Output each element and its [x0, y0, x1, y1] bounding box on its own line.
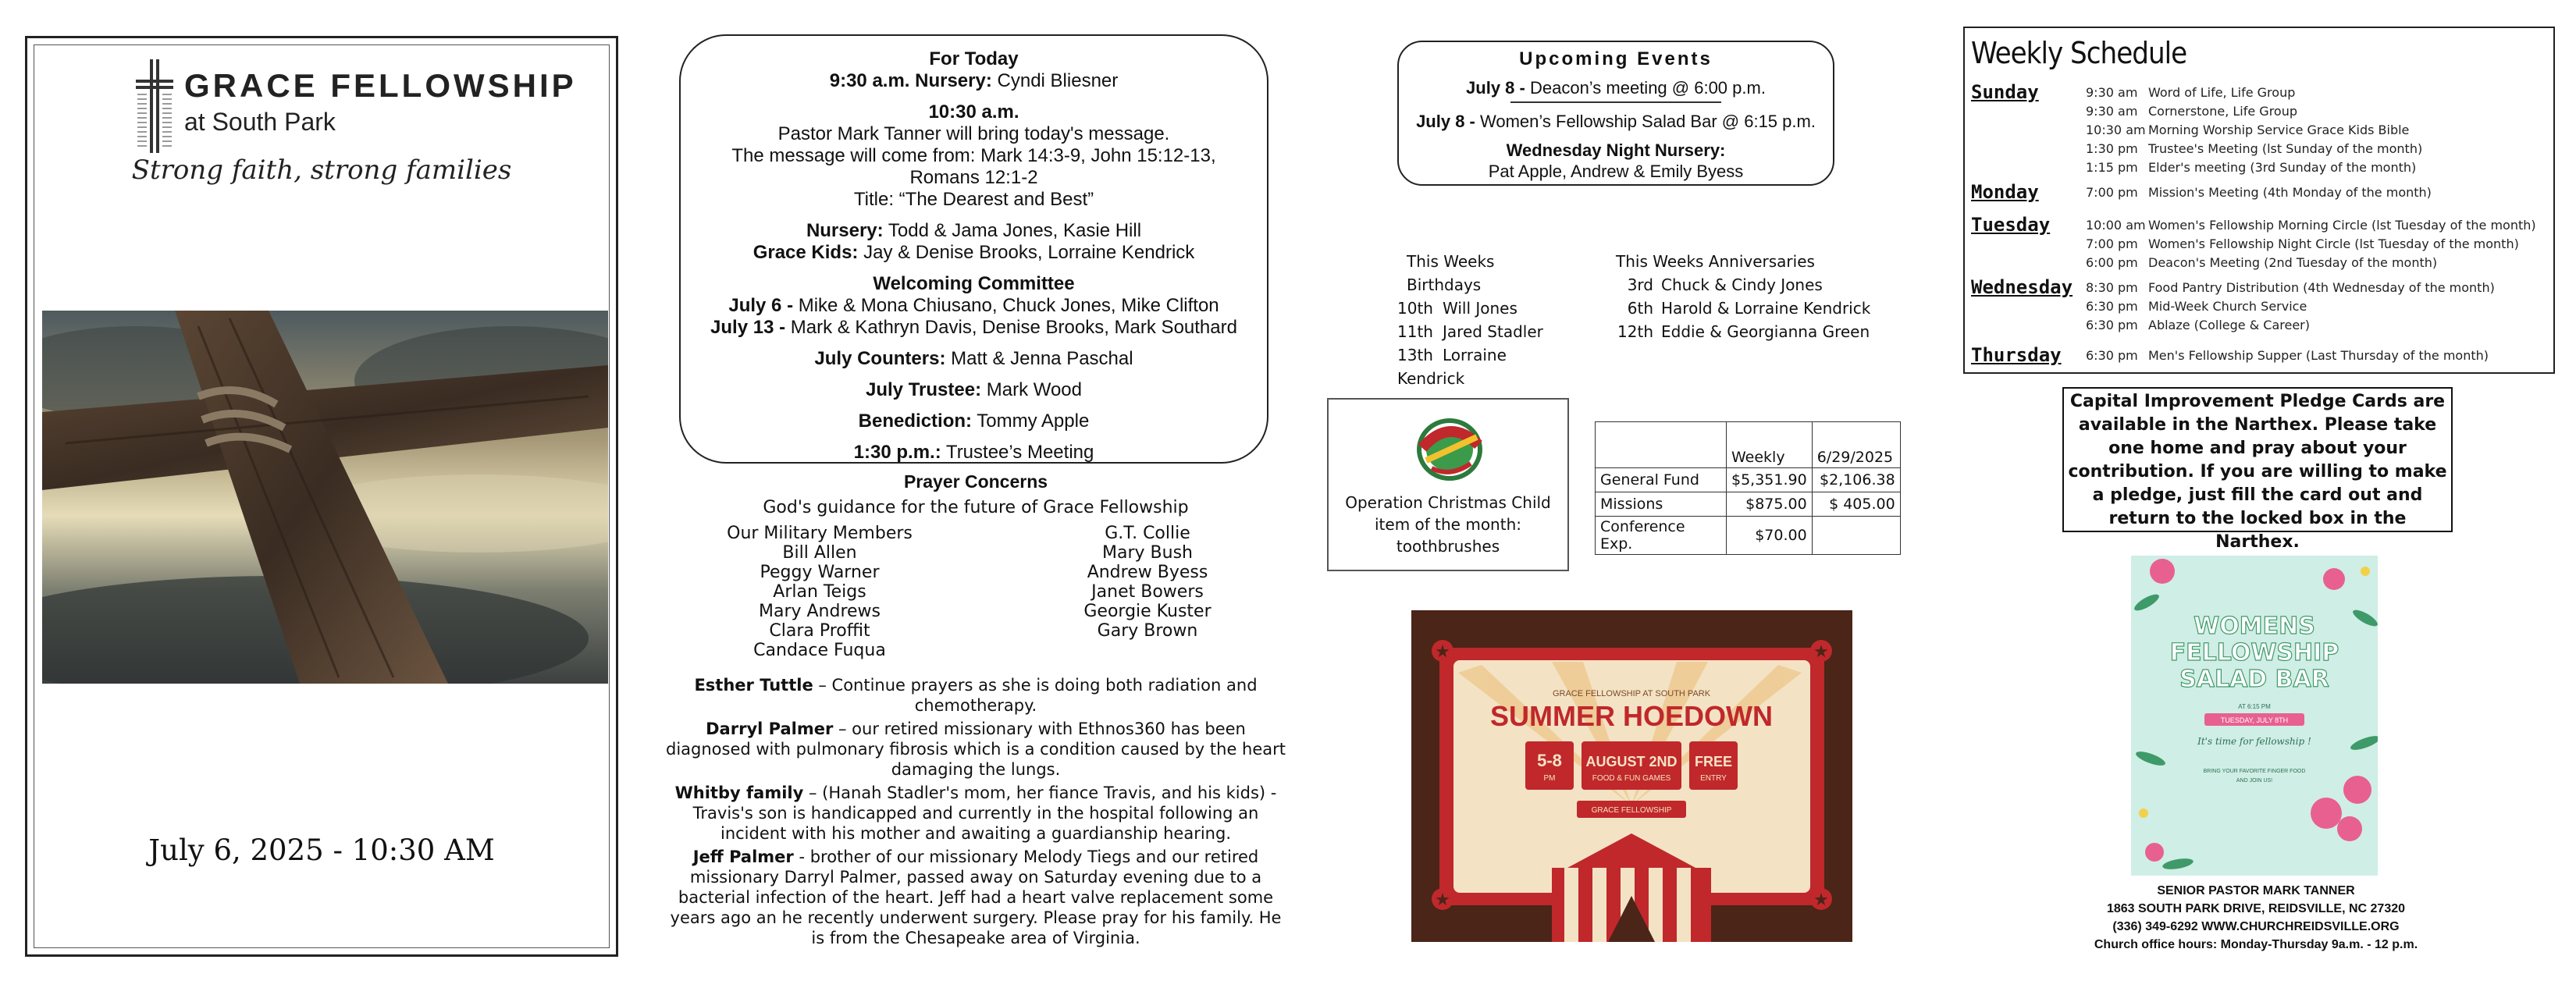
anniversary-row	[1616, 297, 1873, 320]
nursery-930-value: Cyndi Bliesner	[997, 70, 1119, 91]
schedule-day-sunday: Sunday	[1971, 81, 2039, 103]
finance-header-row	[1596, 422, 1901, 468]
anniversary-row	[1616, 320, 1873, 343]
operation-christmas-child-box	[1327, 398, 1569, 571]
schedule-line	[2086, 236, 2519, 251]
womens-bring-2: AND JOIN US!	[2236, 778, 2273, 784]
schedule-event: Food Pantry Distribution (4th Wednesday of the month)	[2148, 280, 2495, 295]
birthday-row	[1397, 297, 1569, 320]
hoedown-title	[1490, 700, 1773, 732]
office-hours: Church office hours: Monday-Thursday 9a.m. - 12 p.m.	[2094, 938, 2418, 951]
prayer-item	[664, 675, 1288, 716]
prayer-name: Bill Allen	[782, 543, 857, 563]
welcome-1-value: Mike & Mona Chiusano, Chuck Jones, Mike Clifton	[798, 295, 1219, 316]
prayer-name: Candace Fuqua	[753, 641, 886, 660]
cross-photo-art	[42, 311, 608, 684]
schedule-time: 6:30 pm	[2086, 299, 2138, 314]
nursery-value: Todd & Jama Jones, Kasie Hill	[888, 220, 1142, 241]
finance-header-blank	[1596, 422, 1727, 468]
grace-kids-label: Grace Kids:	[753, 242, 859, 263]
schedule-line	[2086, 348, 2489, 363]
pm-meeting-label: 1:30 p.m.:	[853, 442, 941, 463]
finance-ytd: $2,106.38	[1812, 468, 1900, 492]
schedule-event: Mid-Week Church Service	[2148, 299, 2307, 314]
schedule-day-thursday: Thursday	[1971, 344, 2062, 366]
finance-ytd	[1812, 517, 1900, 555]
for-today-title: For Today	[929, 48, 1019, 69]
hoedown-title-2: HOEDOWN	[1623, 700, 1774, 732]
finance-ytd: $ 405.00	[1812, 492, 1900, 517]
nursery-930-label: 9:30 a.m. Nursery:	[829, 70, 992, 91]
nursery-930-line	[681, 70, 1267, 92]
welcome-2-value: Mark & Kathryn Davis, Denise Brooks, Mark Southard	[790, 317, 1237, 338]
schedule-event: Deacon's Meeting (2nd Tuesday of the month)	[2148, 255, 2438, 270]
birthday-day: 13th	[1397, 346, 1433, 364]
welcome-line-2	[681, 317, 1267, 339]
finance-label: Missions	[1596, 492, 1727, 517]
nursery-label: Nursery:	[806, 220, 884, 241]
nursery-line	[681, 220, 1267, 242]
finance-weekly: $70.00	[1727, 517, 1813, 555]
finance-weekly: $875.00	[1727, 492, 1813, 517]
counters-line	[681, 348, 1267, 370]
schedule-time: 10:30 am	[2086, 123, 2146, 137]
prayer-left-column	[664, 524, 976, 660]
womens-flyer-art	[2131, 556, 2378, 876]
prayer-name: Andrew Byess	[1087, 563, 1208, 582]
schedule-line	[2086, 123, 2409, 137]
womens-line-2: FELLOWSHIP	[2169, 639, 2339, 666]
womens-line-1: WOMENS	[2194, 613, 2315, 640]
womens-script: It's time for fellowship !	[2197, 736, 2311, 747]
prayer-title: Prayer Concerns	[903, 471, 1048, 492]
occ-line-3: toothbrushes	[1396, 537, 1500, 556]
schedule-time: 1:30 pm	[2086, 141, 2138, 156]
schedule-time: 6:30 pm	[2086, 318, 2138, 332]
schedule-day-wednesday: Wednesday	[1971, 276, 2073, 298]
schedule-time: 9:30 am	[2086, 104, 2138, 119]
svg-text:★: ★	[1813, 642, 1829, 662]
schedule-line	[2086, 280, 2495, 295]
logo-title: GRACE FELLOWSHIP	[184, 67, 577, 104]
schedule-line	[2086, 85, 2295, 100]
schedule-event: Elder's meeting (3rd Sunday of the month)	[2148, 160, 2417, 175]
welcome-1-label: July 6 -	[728, 295, 794, 316]
svg-text:★: ★	[1435, 642, 1450, 662]
schedule-event: Trustee's Meeting (lst Sunday of the month)	[2148, 141, 2423, 156]
birthday-day: 11th	[1397, 322, 1433, 341]
prayer-item-text: - brother of our missionary Melody Tiegs and our retired missionary Darryl Palmer, passed away on Saturday evening due to a bacterial infection of the heart. Jeff had a heart valve replacement some years ago an he recently underwent surgery. Please pray for his family. He is from the Chesapeake area of Virginia.	[670, 848, 1282, 947]
event-1-value: Deacon’s meeting @ 6:00 p.m.	[1529, 78, 1766, 98]
divider	[1510, 101, 1721, 103]
prayer-name: Our Military Members	[727, 524, 913, 543]
hoedown-free: FREE	[1694, 754, 1733, 769]
hoedown-title-1: SUMMER	[1489, 700, 1615, 732]
finance-label: Conference Exp.	[1596, 517, 1727, 555]
schedule-time: 6:00 pm	[2086, 255, 2138, 270]
service-time: 10:30 a.m.	[928, 101, 1019, 123]
prayer-name: Gary Brown	[1097, 621, 1198, 641]
anniversaries-list	[1616, 250, 1873, 343]
event-1-label: July 8 -	[1466, 78, 1525, 98]
schedule-event: Women's Fellowship Morning Circle (lst Tuesday of the month)	[2148, 218, 2536, 233]
capital-improvement-notice: Capital Improvement Pledge Cards are available in the Narthex. Please take one home and pray about your contribution. If you are willing to make a pledge, just fill the card out and return to the locked box in the Narthex.	[2062, 387, 2453, 532]
finance-weekly: $5,351.90	[1727, 468, 1813, 492]
pm-meeting-value: Trustee’s Meeting	[945, 442, 1094, 463]
scripture-line-1: The message will come from: Mark 14:3-9, John 15:12-13,	[731, 145, 1216, 166]
grace-kids-value: Jay & Denise Brooks, Lorraine Kendrick	[863, 242, 1195, 263]
events-title: Upcoming Events	[1519, 48, 1713, 69]
sermon-title: Title: “The Dearest and Best”	[853, 189, 1094, 210]
schedule-line	[2086, 141, 2422, 156]
event-2-value: Women’s Fellowship Salad Bar @ 6:15 p.m.	[1480, 112, 1816, 131]
prayer-name-columns	[664, 524, 1288, 672]
hoedown-entry: ENTRY	[1700, 774, 1727, 783]
counters-label: July Counters:	[814, 348, 946, 369]
schedule-event: Mission's Meeting (4th Monday of the month)	[2148, 185, 2432, 200]
schedule-time: 10:00 am	[2086, 218, 2146, 233]
prayer-name: Peggy Warner	[760, 563, 880, 582]
schedule-event: Ablaze (College & Career)	[2148, 318, 2310, 332]
schedule-event: Men's Fellowship Supper (Last Thursday of the month)	[2148, 348, 2489, 363]
event-2	[1399, 111, 1833, 132]
prayer-concerns	[664, 472, 1288, 948]
occ-text	[1329, 492, 1567, 557]
pastor-contact-footer	[1998, 882, 2514, 954]
birthday-name: Lorraine Kendrick	[1397, 346, 1507, 388]
birthdays-title: This Weeks Birthdays	[1407, 252, 1495, 294]
anniversary-name: Eddie & Georgianna Green	[1661, 322, 1870, 341]
schedule-event: Word of Life, Life Group	[2148, 85, 2296, 100]
schedule-time: 1:15 pm	[2086, 160, 2138, 175]
prayer-item	[664, 847, 1288, 948]
womens-fellowship-flyer	[2131, 556, 2378, 876]
schedule-line	[2086, 185, 2432, 200]
pastor-name: SENIOR PASTOR MARK TANNER	[2157, 884, 2355, 897]
prayer-name: Clara Proffit	[769, 621, 870, 641]
birthday-name: Jared Stadler	[1443, 322, 1543, 341]
hoedown-date: AUGUST 2ND	[1585, 754, 1678, 769]
schedule-event: Women's Fellowship Night Circle (lst Tuesday of the month)	[2148, 236, 2519, 251]
wooden-cross-photo	[42, 311, 608, 684]
schedule-event: Morning Worship Service Grace Kids Bible	[2148, 123, 2410, 137]
prayer-item-name: Esther Tuttle	[694, 676, 813, 695]
prayer-item-name: Whitby family	[674, 784, 804, 802]
schedule-line	[2086, 218, 2536, 233]
hoedown-art	[1411, 610, 1852, 942]
prayer-item-text: – our retired missionary with Ethnos360 has been diagnosed with pulmonary fibrosis which is a condition caused by the heart damaging the lungs.	[665, 720, 1286, 779]
prayer-item-text: – Continue prayers as she is doing both radiation and chemotherapy.	[813, 676, 1258, 715]
finance-table	[1595, 421, 1901, 555]
schedule-line	[2086, 318, 2310, 332]
prayer-name: Georgie Kuster	[1083, 602, 1212, 621]
prayer-name: Mary Bush	[1102, 543, 1193, 563]
schedule-time: 7:00 pm	[2086, 185, 2138, 200]
hoedown-banner: GRACE FELLOWSHIP	[1591, 806, 1672, 815]
trustee-line	[681, 379, 1267, 401]
prayer-subtitle: God's guidance for the future of Grace Fellowship	[763, 498, 1189, 517]
finance-label: General Fund	[1596, 468, 1727, 492]
schedule-time: 7:00 pm	[2086, 236, 2138, 251]
womens-date: TUESDAY, JULY 8TH	[2220, 716, 2289, 724]
womens-bring-1: BRING YOUR FAVORITE FINGER FOOD	[2203, 769, 2306, 774]
womens-time: AT 6:15 PM	[2238, 703, 2271, 710]
prayer-item	[664, 783, 1288, 844]
hoedown-activities: FOOD & FUN GAMES	[1592, 774, 1671, 783]
welcome-2-label: July 13 -	[710, 317, 786, 338]
schedule-line	[2086, 160, 2416, 175]
anniversary-row	[1616, 273, 1873, 297]
birthday-day: 10th	[1397, 299, 1433, 318]
birthday-row	[1397, 343, 1569, 390]
hoedown-time: 5-8	[1537, 751, 1562, 770]
cover-inner-frame	[34, 44, 610, 948]
prayer-item-name: Darryl Palmer	[706, 720, 834, 738]
schedule-title: Weekly Schedule	[1971, 36, 2187, 70]
hoedown-top-text: GRACE FELLOWSHIP AT SOUTH PARK	[1552, 689, 1711, 698]
occ-line-2: item of the month:	[1374, 515, 1521, 534]
trustee-label: July Trustee:	[866, 379, 982, 400]
schedule-event: Cornerstone, Life Group	[2148, 104, 2298, 119]
schedule-line	[2086, 299, 2307, 314]
tagline: Strong faith, strong families	[131, 155, 512, 186]
prayer-item	[664, 719, 1288, 780]
summer-hoedown-flyer	[1411, 610, 1852, 942]
birthdays-list	[1397, 250, 1569, 390]
anniversaries-title: This Weeks Anniversaries	[1616, 252, 1815, 271]
event-2-label: July 8 -	[1416, 112, 1475, 131]
schedule-line	[2086, 255, 2437, 270]
prayer-item-text: – (Hanah Stadler's mom, her fiance Travis, and his kids) - Travis's son is handicapped and currently in the hospital following an incident with his mother and awaiting a guardianship hearing.	[692, 784, 1277, 843]
weekly-schedule-box	[1963, 27, 2555, 374]
birthday-row	[1397, 320, 1569, 343]
scripture-line-2: Romans 12:1-2	[909, 167, 1038, 188]
occ-line-1: Operation Christmas Child	[1345, 493, 1551, 512]
welcome-title: Welcoming Committee	[873, 273, 1075, 294]
schedule-time: 9:30 am	[2086, 85, 2138, 100]
anniversary-day: 12th	[1617, 322, 1653, 341]
church-address: 1863 SOUTH PARK DRIVE, REIDSVILLE, NC 27320	[2106, 902, 2406, 915]
schedule-time: 8:30 pm	[2086, 280, 2138, 295]
svg-text:★: ★	[1813, 890, 1829, 910]
trustee-value: Mark Wood	[986, 379, 1082, 400]
prayer-name: Mary Andrews	[758, 602, 881, 621]
prayer-item-name: Jeff Palmer	[692, 848, 794, 866]
schedule-time: 6:30 pm	[2086, 348, 2138, 363]
svg-text:★: ★	[1435, 890, 1450, 910]
table-row	[1596, 492, 1901, 517]
anniversary-day: 3rd	[1627, 275, 1653, 294]
event-1	[1399, 77, 1833, 98]
anniversary-day: 6th	[1627, 299, 1653, 318]
schedule-line	[2086, 104, 2297, 119]
pm-meeting-line	[681, 442, 1267, 464]
schedule-day-monday: Monday	[1971, 181, 2039, 203]
logo-subtitle: at South Park	[184, 108, 336, 136]
wed-nursery-value: Pat Apple, Andrew & Emily Byess	[1488, 162, 1744, 181]
service-date: July 6, 2025 - 10:30 AM	[148, 833, 495, 867]
grace-kids-line	[681, 242, 1267, 264]
anniversary-name: Harold & Lorraine Kendrick	[1661, 299, 1871, 318]
schedule-day-tuesday: Tuesday	[1971, 214, 2051, 236]
finance-col-weekly: Weekly	[1727, 422, 1813, 468]
hoedown-time-unit: PM	[1543, 774, 1556, 783]
prayer-name: Janet Bowers	[1091, 582, 1204, 602]
birthday-name: Will Jones	[1443, 299, 1517, 318]
message-line: Pastor Mark Tanner will bring today's message.	[777, 123, 1170, 144]
for-today-box	[679, 34, 1268, 464]
welcome-line-1	[681, 295, 1267, 317]
finance-col-date: 6/29/2025	[1812, 422, 1900, 468]
anniversary-name: Chuck & Cindy Jones	[1661, 275, 1823, 294]
operation-christmas-child-icon	[1391, 409, 1508, 487]
cover-panel	[25, 36, 618, 957]
church-contact: (336) 349-6292 WWW.CHURCHREIDSVILLE.ORG	[2112, 920, 2400, 933]
cross-logo-icon	[136, 59, 173, 153]
church-logo	[136, 59, 589, 145]
upcoming-events-box	[1397, 41, 1834, 186]
womens-line-3: SALAD BAR	[2179, 666, 2329, 693]
wed-nursery-title: Wednesday Night Nursery:	[1506, 140, 1726, 160]
prayer-right-column	[968, 524, 1327, 641]
table-row	[1596, 517, 1901, 555]
benediction-line	[681, 410, 1267, 432]
benediction-value: Tommy Apple	[977, 410, 1090, 432]
prayer-name: G.T. Collie	[1105, 524, 1190, 543]
benediction-label: Benediction:	[858, 410, 973, 432]
table-row	[1596, 468, 1901, 492]
counters-value: Matt & Jenna Paschal	[951, 348, 1133, 369]
prayer-name: Arlan Teigs	[773, 582, 866, 602]
